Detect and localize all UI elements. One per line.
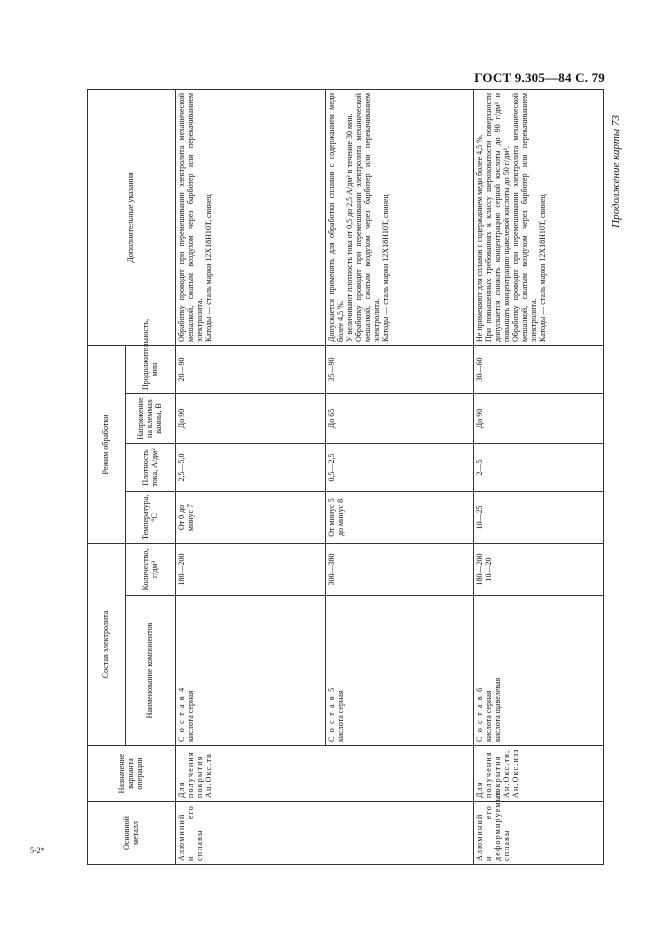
row-1-note-1: Обработку проводят при перемешивании электролита механической мешалкой, сжатым воздухом через барботер или перекачиванием электролита. xyxy=(177,92,204,342)
electrolyte-table xyxy=(87,89,604,865)
header-base-metal: Основной металл xyxy=(88,802,176,865)
row-1-notes xyxy=(176,89,326,345)
row-3-composition-title: С о с т а в 6 xyxy=(475,686,484,742)
continuation-caption: Продолжение карты 73 xyxy=(610,115,622,228)
row-3-notes xyxy=(474,89,604,345)
row-3-component-1: кислота серная xyxy=(483,690,493,742)
row-2-quantity: 300—380 xyxy=(326,544,474,596)
row-3-duration: 30—60 xyxy=(474,345,604,393)
header-component-name: Наименование компонентов xyxy=(126,596,176,746)
row-2-component-1: кислота серная xyxy=(335,690,345,742)
row-2-temperature: От минус 5 до минус 8 xyxy=(326,492,474,544)
row-2-duration: 35—90 xyxy=(326,345,474,393)
header-temperature: Температура, °С xyxy=(126,492,176,544)
page-number: 5-2* xyxy=(30,846,45,855)
header-voltage: Напряжение на клеммах ванны, В xyxy=(126,394,176,444)
page-header: ГОСТ 9.305—84 С. 79 xyxy=(474,70,605,85)
row-3-base-metal: Алюминий и его деформируемые сплавы xyxy=(474,802,604,865)
row-1-composition-title: С о с т а в 4 xyxy=(177,686,186,742)
row-1-current-density: 2,5—5,0 xyxy=(176,444,326,492)
rotated-table-container xyxy=(87,90,603,865)
table-row xyxy=(176,89,326,864)
table-wrapper xyxy=(87,90,603,865)
row-1-purpose: Для получения покрытия Ан.Окс.тв xyxy=(176,746,474,802)
row-3-component-2: кислота щавелевая xyxy=(492,677,502,742)
row-2-composition-title: С о с т а в 5 xyxy=(327,686,336,742)
row-3-note-2: При повышенных требованиях к классу шероховатости поверхности допускается снижать концентрацию серной кислоты до 90 г/дм³ и повышать концентрацию щавелевой кислоты до 50 г/дм³. xyxy=(483,92,511,342)
header-current-density: Плотность тока, А/дм² xyxy=(126,444,176,492)
row-1-voltage: До 90 xyxy=(176,394,326,444)
row-1-note-2: Катоды — сталь марки 12Х18Н10Т, свинец xyxy=(203,194,213,342)
header-composition: Состав электролита xyxy=(88,544,126,746)
row-2-note-2: У величивают плотность тока от 0,5 до 2,5 А/дм² в течение 30 мин. xyxy=(344,113,354,342)
row-3-current-density: 2—5 xyxy=(474,444,604,492)
row-2-note-4: Катоды — сталь марки 12Х18Н10Т, свинец xyxy=(380,194,390,342)
row-3-note-1: Не применяют для сплавов с содержанием меди более 4,5 %. xyxy=(475,134,484,342)
row-2-note-3: Обработку проводят при перемешивании электролита механической мешалкой, сжатым воздухом через барботер или перекачиванием электролита. xyxy=(353,92,381,342)
header-notes: Дополнительные указания xyxy=(88,89,176,345)
row-1-composition xyxy=(176,596,326,746)
row-2-note-1: Допускается применять для обработки сплавов с содержанием меди более 4,5 %. xyxy=(327,92,345,342)
row-3-quantity xyxy=(474,544,604,596)
row-2-voltage: До 65 xyxy=(326,394,474,444)
row-3-purpose: Для получения покрытия Ан.Окс.тв, Ан.Окс.изз xyxy=(474,746,604,802)
row-3-note-3: Обработку проводят при перемешивании электролита механической мешалкой, сжатым воздухом через барботер или перекачиванием электролита. xyxy=(510,92,538,342)
row-3-voltage: До 90 xyxy=(474,394,604,444)
row-3-quantity-1: 180—200 xyxy=(475,553,484,586)
row-3-temperature: 10—25 xyxy=(474,492,604,544)
row-2-notes xyxy=(326,89,474,345)
table-row xyxy=(474,89,604,864)
row-3-quantity-2: 10—20 xyxy=(483,557,493,582)
row-2-composition xyxy=(326,596,474,746)
header-duration: Продолжительность, мин xyxy=(126,345,176,393)
row-2-current-density: 0,5—2,5 xyxy=(326,444,474,492)
row-1-component-1: кислота серная xyxy=(185,690,195,742)
row-1-temperature: От 0 до минус 7 xyxy=(176,492,326,544)
row-1-quantity: 180—200 xyxy=(176,544,326,596)
row-3-composition xyxy=(474,596,604,746)
row-1-base-metal: Алюминий и его сплавы xyxy=(176,802,474,865)
header-purpose: Назначение варианта операции xyxy=(88,746,176,802)
row-3-note-4: Катоды — сталь марки 12Х18Н10Т, свинец xyxy=(537,194,547,342)
row-1-duration: 20—90 xyxy=(176,345,326,393)
header-mode: Режим обработки xyxy=(88,345,126,543)
header-quantity: Количество, г/дм³ xyxy=(126,544,176,596)
